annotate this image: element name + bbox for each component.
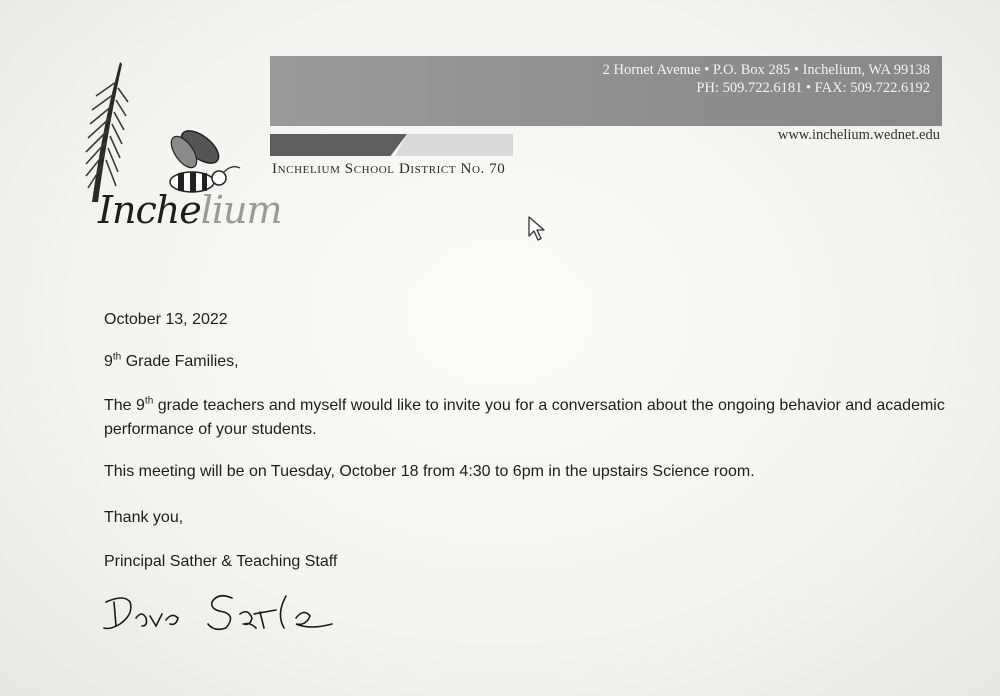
greeting-rest: Grade Families, xyxy=(121,353,239,370)
logo-wordmark-dark: Inche xyxy=(98,188,201,232)
logo-wordmark xyxy=(98,188,282,232)
para1-start: The 9 xyxy=(104,397,145,414)
mouse-pointer-icon xyxy=(528,216,546,242)
closing: Thank you, xyxy=(104,509,184,526)
greeting-ordinal: th xyxy=(112,351,122,363)
phone-fax-line: PH: 509.722.6181 • FAX: 509.722.6192 xyxy=(696,80,930,96)
invitation-paragraph xyxy=(104,394,954,442)
greeting-grade: 9 xyxy=(104,353,113,370)
letter-date: October 13, 2022 xyxy=(104,311,228,328)
logo-wordmark-faded: lium xyxy=(200,188,282,232)
header-stripe-dark xyxy=(270,134,407,156)
greeting xyxy=(104,350,239,374)
meeting-details: This meeting will be on Tuesday, October 18 from 4:30 to 6pm in the upstairs Science room. xyxy=(104,463,755,480)
address-bar xyxy=(270,56,942,126)
header-stripe-light xyxy=(395,134,513,156)
para1-ordinal: th xyxy=(144,395,154,407)
address-line: 2 Hornet Avenue • P.O. Box 285 • Inchelium, WA 99138 xyxy=(602,62,930,78)
website-link[interactable]: www.inchelium.wednet.edu xyxy=(777,127,940,143)
para1-rest: grade teachers and myself would like to invite you for a conversation about the ongoing behavior and academic performance of your students. xyxy=(104,397,945,438)
handwritten-signature xyxy=(100,588,350,648)
signer-name: Principal Sather & Teaching Staff xyxy=(104,553,338,570)
district-name: Inchelium School District No. 70 xyxy=(272,161,506,177)
